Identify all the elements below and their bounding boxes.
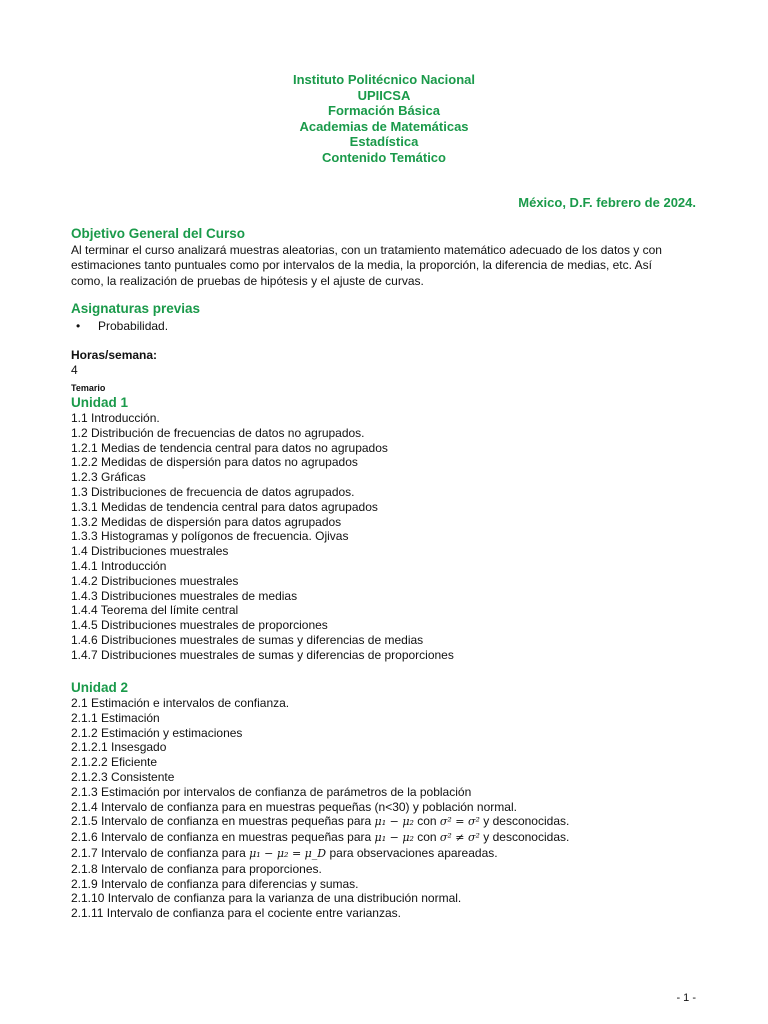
- list-item: 2.1.3 Estimación por intervalos de confianza de parámetros de la población: [71, 784, 472, 799]
- header-line-institution: Instituto Politécnico Nacional: [292, 72, 476, 87]
- temario-label: Temario: [71, 383, 106, 393]
- unidad-1-heading: Unidad 1: [71, 395, 129, 410]
- objetivo-section: [71, 226, 699, 289]
- list-item: 1.4.7 Distribuciones muestrales de sumas y diferencias de proporciones: [71, 647, 454, 662]
- list-item: 1.2.1 Medias de tendencia central para datos no agrupados: [71, 440, 388, 455]
- list-item: 1.3.2 Medidas de dispersión para datos agrupados: [71, 514, 342, 529]
- unidad-2-section: [71, 680, 699, 921]
- list-item: 1.2.2 Medidas de dispersión para datos no agrupados: [71, 455, 358, 470]
- list-item: 1.4.1 Introducción: [71, 558, 167, 573]
- list-item: [71, 830, 699, 846]
- list-item: 2.1 Estimación e intervalos de confianza.: [71, 696, 290, 710]
- math-expression: σ² ≠ σ²: [439, 831, 480, 845]
- list-item: 2.1.10 Intervalo de confianza para la varianza de una distribución normal.: [71, 891, 462, 906]
- item-text: y desconocidas.: [479, 814, 570, 829]
- page-number: - 1 -: [676, 992, 696, 1004]
- list-item: 2.1.9 Intervalo de confianza para diferencias y sumas.: [71, 876, 359, 891]
- list-item: 1.4 Distribuciones muestrales: [71, 544, 229, 559]
- asignaturas-section: [71, 301, 699, 334]
- horas-section: [71, 348, 699, 378]
- document-date: México, D.F. febrero de 2024.: [518, 195, 696, 210]
- objetivo-line: estimaciones tanto puntuales como por intervalos de la media, la proporción, la diferencia de medias, etc. Así: [71, 258, 652, 273]
- math-expression: μ₁ − μ₂ = μ_D: [249, 846, 327, 860]
- list-item: 1.2 Distribución de frecuencias de datos no agrupados.: [71, 425, 365, 440]
- list-item: 2.1.2.2 Eficiente: [71, 755, 158, 770]
- item-text: para observaciones apareadas.: [326, 845, 498, 860]
- item-text: 2.1.5 Intervalo de confianza en muestras pequeñas para: [71, 814, 375, 829]
- list-item: 2.1.11 Intervalo de confianza para el cociente entre varianzas.: [71, 906, 401, 921]
- header-line-title: Contenido Temático: [322, 149, 446, 165]
- item-text: 2.1.7 Intervalo de confianza para: [71, 845, 250, 860]
- header-line-subject: Estadística: [349, 134, 419, 150]
- asignatura-label: Probabilidad.: [98, 319, 169, 333]
- list-item: [71, 814, 699, 830]
- document-header: [0, 72, 768, 166]
- list-item: 1.3.1 Medidas de tendencia central para datos agrupados: [71, 499, 378, 514]
- list-item: [71, 846, 699, 862]
- header-line-academy: Academias de Matemáticas: [299, 118, 469, 134]
- item-text: con: [413, 830, 440, 845]
- temario-section: [71, 383, 699, 663]
- item-text: y desconocidas.: [479, 830, 570, 845]
- horas-label: Horas/semana:: [71, 348, 158, 362]
- header-line-school: UPIICSA: [357, 87, 411, 103]
- unidad-2-heading: Unidad 2: [71, 680, 129, 695]
- list-item: [71, 319, 699, 334]
- list-item: 2.1.2 Estimación y estimaciones: [71, 725, 243, 740]
- list-item: 2.1.8 Intervalo de confianza para proporciones.: [71, 861, 322, 876]
- list-item: 1.3 Distribuciones de frecuencia de datos agrupados.: [71, 484, 355, 499]
- unidad-2-list: [71, 696, 699, 921]
- item-text: con: [413, 814, 440, 829]
- list-item: 1.4.3 Distribuciones muestrales de medias: [71, 588, 298, 603]
- item-text: 2.1.6 Intervalo de confianza en muestras pequeñas para: [71, 830, 375, 845]
- list-item: 1.1 Introducción.: [71, 411, 160, 425]
- list-item: 2.1.2.3 Consistente: [71, 769, 175, 784]
- math-expression: μ₁ − μ₂: [374, 831, 414, 845]
- unidad-1-list: [71, 411, 699, 663]
- list-item: 1.4.6 Distribuciones muestrales de sumas y diferencias de medias: [71, 632, 424, 647]
- objetivo-paragraph: [71, 243, 699, 289]
- list-item: 1.4.4 Teorema del límite central: [71, 603, 239, 618]
- list-item: 1.4.5 Distribuciones muestrales de proporciones: [71, 618, 328, 633]
- objetivo-heading: Objetivo General del Curso: [71, 226, 246, 241]
- objetivo-line: Al terminar el curso analizará muestras aleatorias, con un tratamiento matemático adecuado de los datos y con: [71, 243, 662, 257]
- list-item: 1.4.2 Distribuciones muestrales: [71, 573, 239, 588]
- header-line-area: Formación Básica: [328, 103, 440, 119]
- list-item: 1.2.3 Gráficas: [71, 470, 146, 485]
- list-item: 2.1.1 Estimación: [71, 710, 160, 725]
- bullet-icon: •: [76, 319, 81, 333]
- horas-value: 4: [71, 363, 78, 377]
- objetivo-line: como, la realización de pruebas de hipótesis y el ajuste de curvas.: [71, 273, 424, 288]
- math-expression: σ² = σ²: [439, 815, 480, 829]
- list-item: 2.1.2.1 Insesgado: [71, 740, 167, 755]
- math-expression: μ₁ − μ₂: [374, 815, 414, 829]
- asignaturas-heading: Asignaturas previas: [71, 301, 201, 316]
- list-item: 1.3.3 Histogramas y polígonos de frecuencia. Ojivas: [71, 529, 349, 544]
- list-item: 2.1.4 Intervalo de confianza para en muestras pequeñas (n<30) y población normal.: [71, 799, 517, 814]
